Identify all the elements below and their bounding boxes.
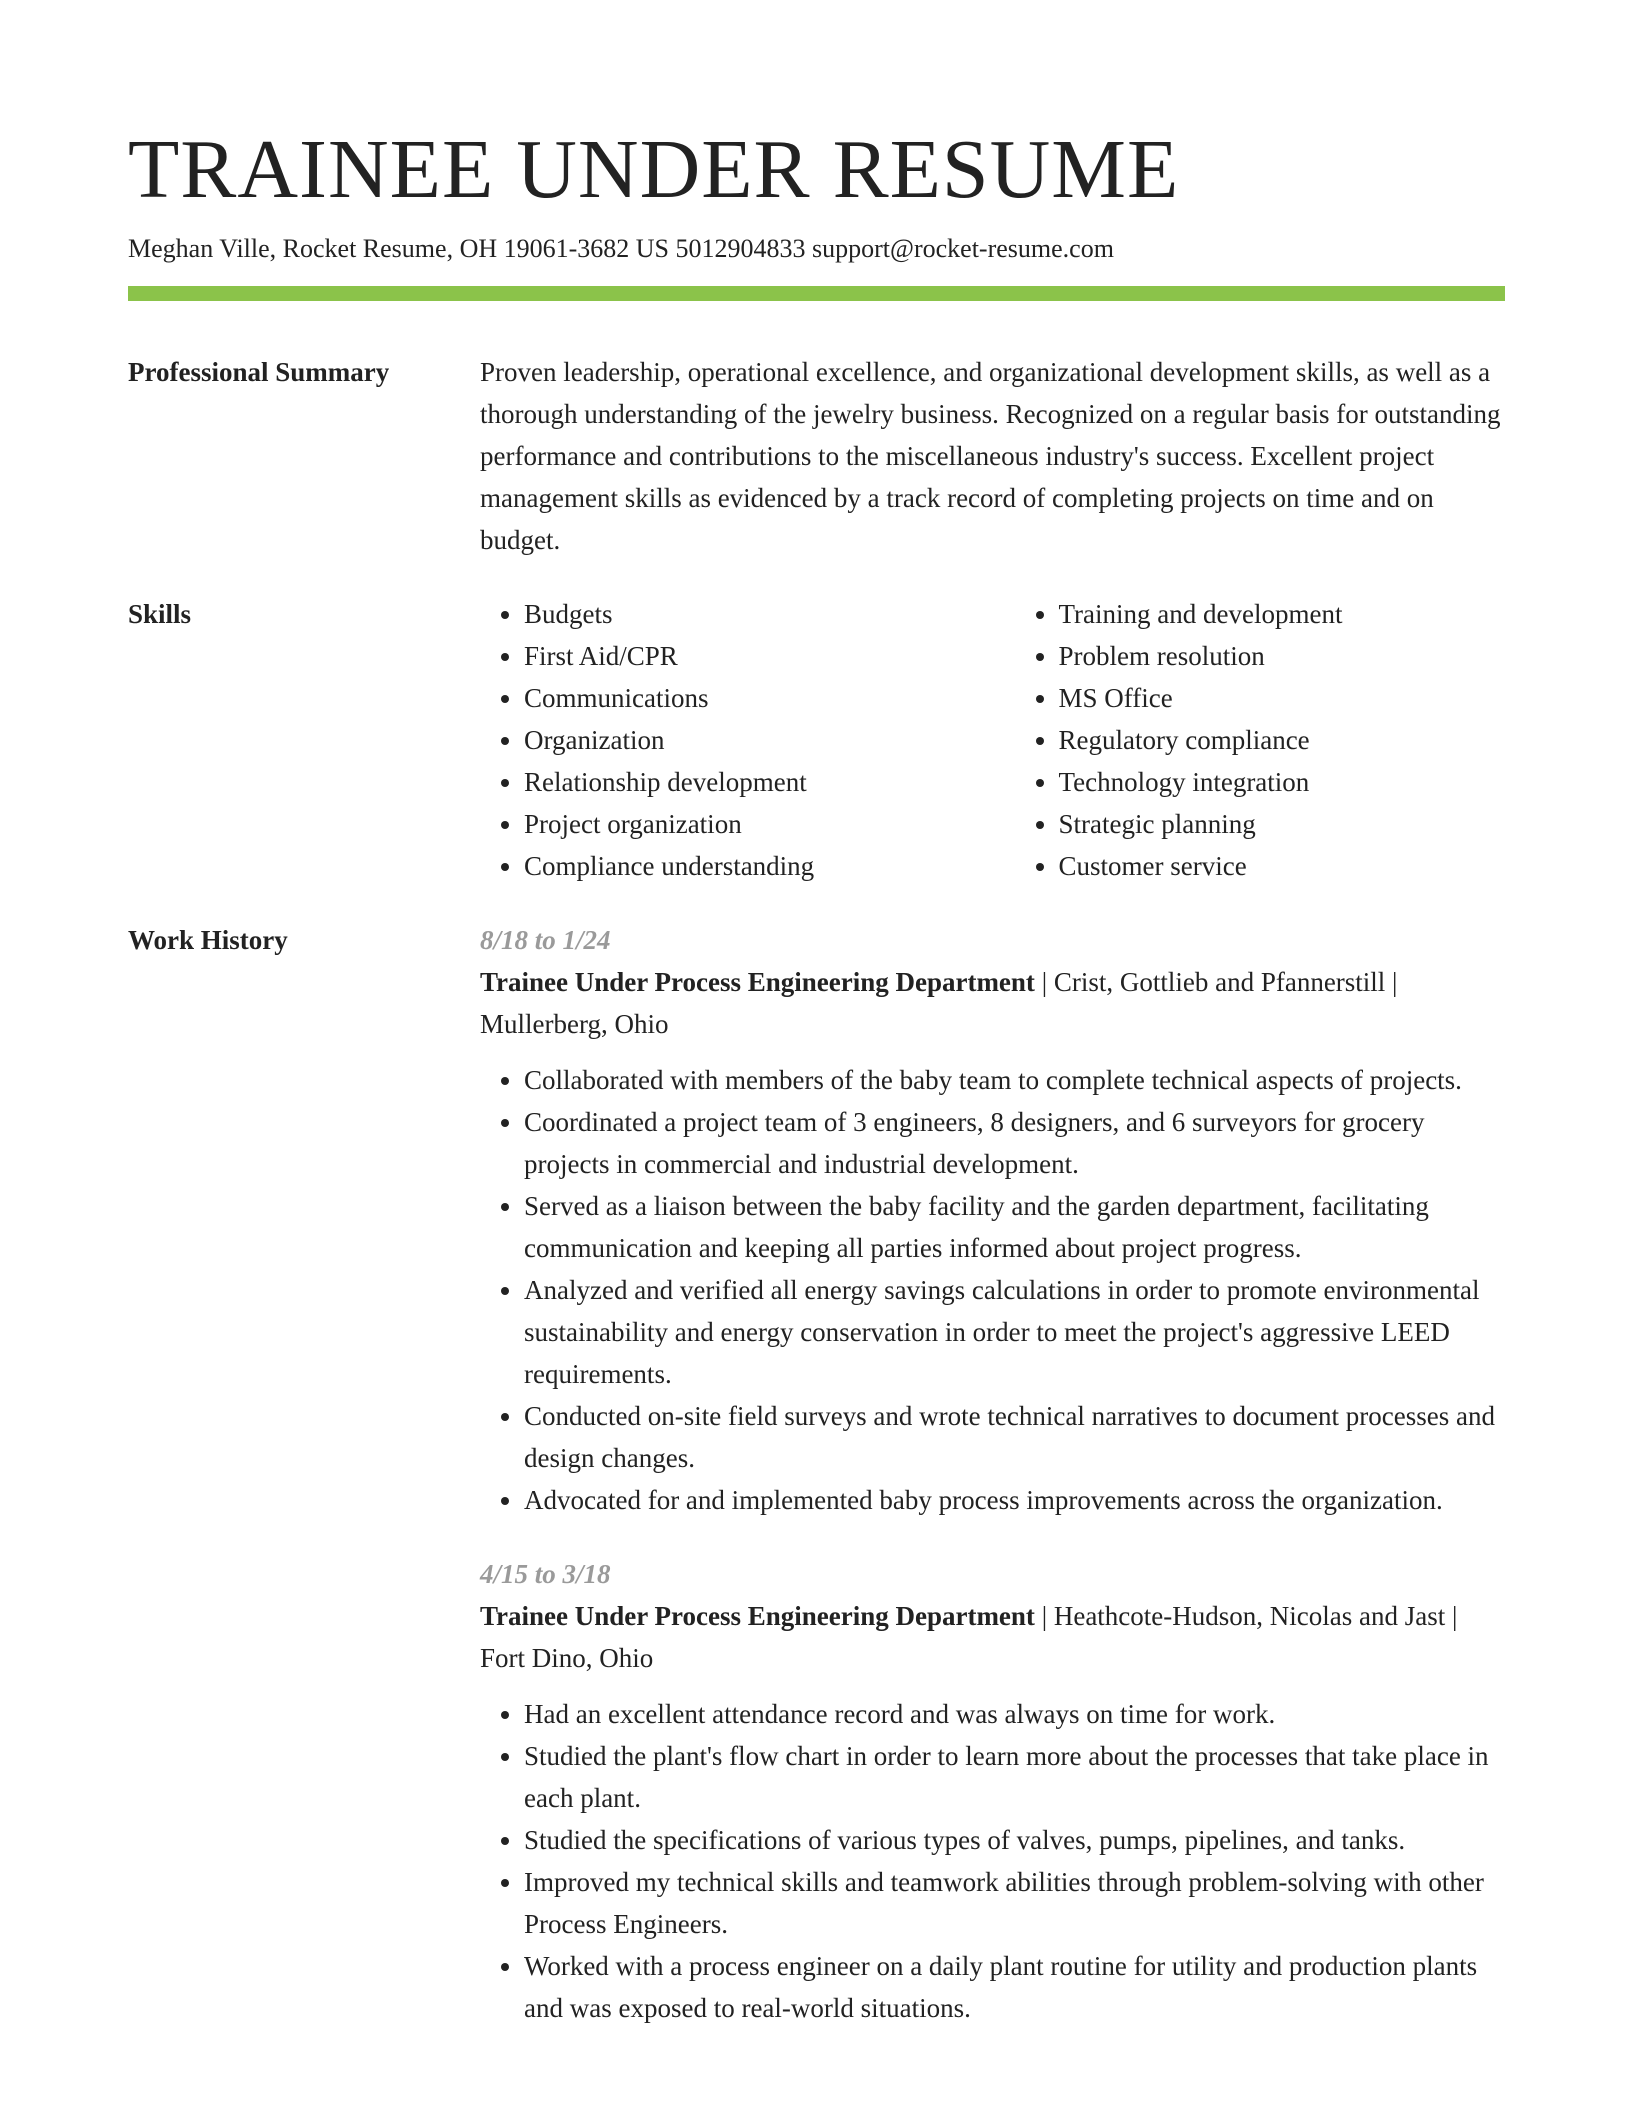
- skills-list-left: [480, 593, 971, 887]
- job-bullet: • Studied the specifications of various types of valves, pumps, pipelines, and tanks.: [524, 1819, 1505, 1861]
- job-bullet: • Had an excellent attendance record and was always on time for work.: [524, 1693, 1505, 1735]
- skill-item: • Customer service: [1059, 845, 1506, 887]
- summary-title: Professional Summary: [128, 357, 390, 387]
- skill-item: • First Aid/CPR: [524, 635, 971, 677]
- skill-item: • MS Office: [1059, 677, 1506, 719]
- skill-item: • Strategic planning: [1059, 803, 1506, 845]
- skill-item: • Communications: [524, 677, 971, 719]
- work-title: Work History: [128, 925, 288, 955]
- job-bullet: • Worked with a process engineer on a daily plant routine for utility and production plants and was exposed to real-world situations.: [524, 1945, 1505, 2029]
- job-bullet: • Improved my technical skills and teamwork abilities through problem-solving with other Process Engineers.: [524, 1861, 1505, 1945]
- contact-line: Meghan Ville, Rocket Resume, OH 19061-3682 US 5012904833 support@rocket-resume.com: [128, 234, 1114, 263]
- job-date: 4/15 to 3/18: [480, 1559, 611, 1589]
- job-role: Trainee Under Process Engineering Department: [480, 967, 1035, 997]
- skill-item: • Organization: [524, 719, 971, 761]
- work-body: [480, 919, 1505, 2029]
- header-divider: [128, 286, 1505, 301]
- skill-item: • Training and development: [1059, 593, 1506, 635]
- skill-item: • Budgets: [524, 593, 971, 635]
- job-details: | Crist, Gottlieb and Pfannerstill | Mullerberg, Ohio: [480, 967, 1398, 1039]
- job-bullet: • Studied the plant's flow chart in order to learn more about the processes that take place in each plant.: [524, 1735, 1505, 1819]
- job-bullet: • Coordinated a project team of 3 engineers, 8 designers, and 6 surveyors for grocery projects in commercial and industrial development.: [524, 1101, 1505, 1185]
- job-bullet: • Collaborated with members of the baby team to complete technical aspects of projects.: [524, 1059, 1505, 1101]
- resume-name: TRAINEE UNDER RESUME: [128, 123, 1180, 216]
- skill-item: • Regulatory compliance: [1059, 719, 1506, 761]
- job-bullet: • Served as a liaison between the baby facility and the garden department, facilitating communication and keeping all parties informed about project progress.: [524, 1185, 1505, 1269]
- skills-body: [480, 593, 1505, 887]
- summary-text: Proven leadership, operational excellence, and organizational development skills, as well as a thorough understanding of the jewelry business. Recognized on a regular basis for outstanding performance and contributions to the miscellaneous industry's success. Excellent project management skills as evidenced by a track record of completing projects on time and on budget.: [480, 357, 1501, 555]
- summary-body: [480, 351, 1505, 561]
- job-role: Trainee Under Process Engineering Department: [480, 1601, 1035, 1631]
- job-bullet: • Advocated for and implemented baby process improvements across the organization.: [524, 1479, 1505, 1521]
- job-heading: [480, 1595, 1505, 1679]
- skills-list-right: [1015, 593, 1506, 887]
- skills-title: Skills: [128, 599, 192, 629]
- job-entry: [480, 919, 1505, 1521]
- skill-item: • Technology integration: [1059, 761, 1506, 803]
- job-bullets: [480, 1059, 1505, 1521]
- job-entry: [480, 1553, 1505, 2029]
- job-bullet: • Analyzed and verified all energy savings calculations in order to promote environmental sustainability and energy conservation in order to meet the project's aggressive LEED requirements.: [524, 1269, 1505, 1395]
- job-details: | Heathcote-Hudson, Nicolas and Jast | Fort Dino, Ohio: [480, 1601, 1458, 1673]
- job-bullets: [480, 1693, 1505, 2029]
- skill-item: • Relationship development: [524, 761, 971, 803]
- job-date: 8/18 to 1/24: [480, 925, 611, 955]
- skill-item: • Compliance understanding: [524, 845, 971, 887]
- skill-item: • Project organization: [524, 803, 971, 845]
- job-heading: [480, 961, 1505, 1045]
- job-bullet: • Conducted on-site field surveys and wrote technical narratives to document processes and design changes.: [524, 1395, 1505, 1479]
- skill-item: • Problem resolution: [1059, 635, 1506, 677]
